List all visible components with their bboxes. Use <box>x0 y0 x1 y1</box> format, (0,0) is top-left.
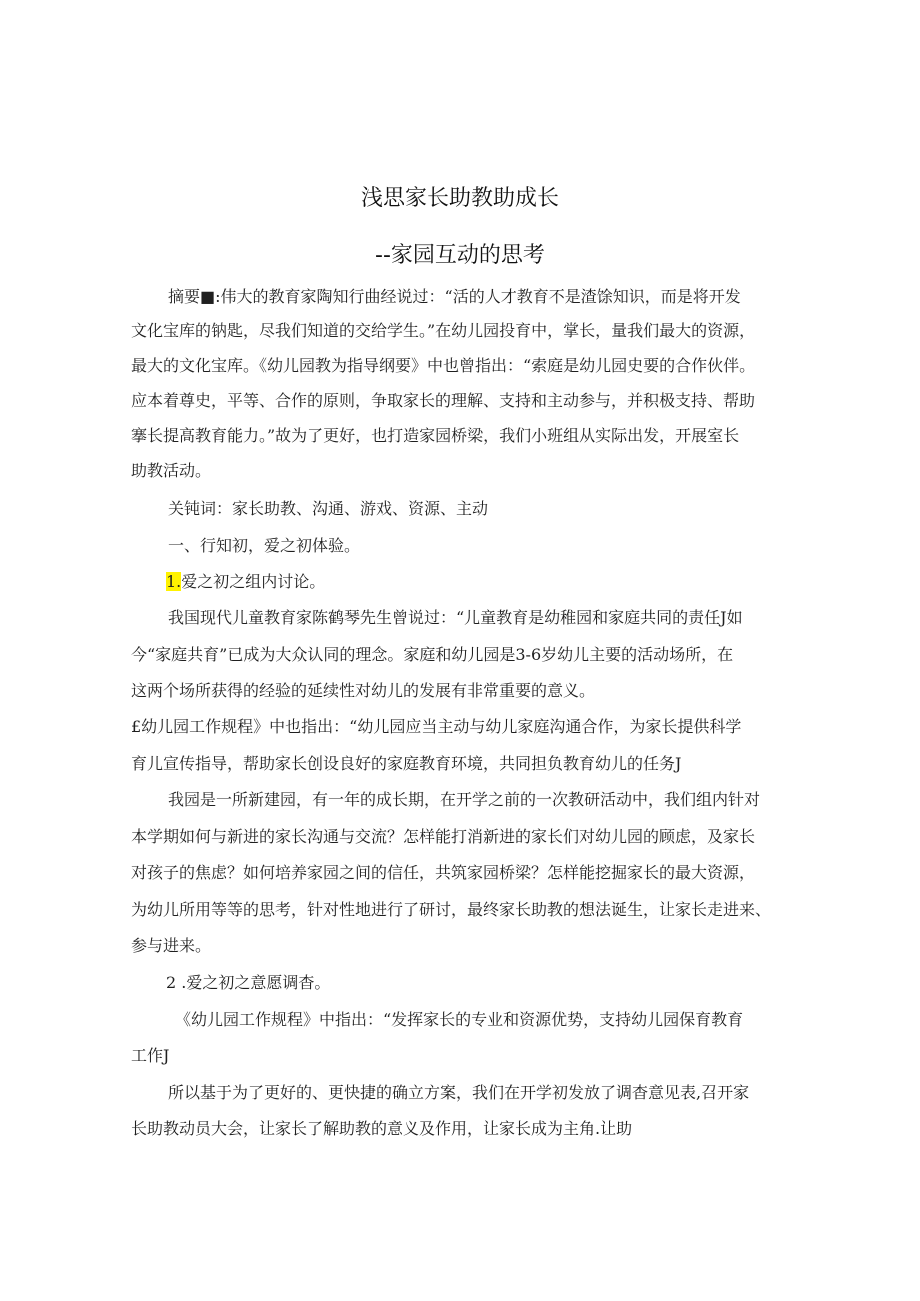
paragraph-line: 参与进来。 <box>131 936 212 955</box>
paragraph-line: 所以基于为了更好的、更快捷的确立方案，我们在开学初发放了调杳意见表,召开家 <box>168 1083 750 1102</box>
paragraph-line: £幼儿园工作规程》中也指出：“幼儿园应当主动与幼儿家庭沟通合作，为家长提供科学 <box>131 717 742 736</box>
paragraph-line: 我园是一所新建园，有一年的成长期，在开学之前的一次教研活动中，我们组内针对 <box>168 790 761 809</box>
paragraph-line: 《幼儿园工作规程》中指出：“发挥家长的专业和资源优势，支持幼儿园保育教育 <box>175 1010 744 1029</box>
document-subtitle: --家园互动的思考 <box>375 243 545 268</box>
paragraph-line: 长助教动员大会，让家长了解助教的意义及作用，让家长成为主角.让助 <box>131 1119 633 1138</box>
abstract-line-3: 最大的文化宝库。《幼儿园教为指导纲要》中也曾指出：“索庭是幼儿园史要的合作伙伴。 <box>131 356 756 375</box>
abstract-line-5: 搴长提高教育能力。”故为了更好，也打造家园桥梁，我们小班组从实际出发，开展室长 <box>131 426 740 445</box>
paragraph-line: 工作J <box>131 1046 170 1065</box>
paragraph-line: 对孩子的焦虑？如何培养家园之间的信任，共筑家园桥梁？怎样能挖掘家长的最大资源， <box>131 863 756 882</box>
abstract-line-4: 应本着尊史，平等、合作的原则，争取家长的理解、支持和主动参与，并积极支持、帮助 <box>131 391 756 410</box>
keywords-line: 关钝词：家长助教、沟通、游戏、资源、主动 <box>168 499 489 518</box>
subsection-heading-2: 2 .爱之初之意愿调杳。 <box>166 973 331 992</box>
section-heading-1: 一、行知初，爱之初体验。 <box>168 536 361 555</box>
document-title: 浅思家长助教助成长 <box>360 186 559 211</box>
abstract-line-1: 摘要■:伟大的教育家陶知行曲经说过：“活的人才教育不是渣馀知识，而是将开发 <box>168 287 741 306</box>
paragraph-line: 育儿宣传指导，帮助家长创设良好的家庭教育环境，共同担负教育幼儿的任务J <box>131 754 682 773</box>
paragraph-line: 我国现代儿童教育家陈鹤琴先生曾说过：“儿童教育是幼稚园和家庭共同的责任J如 <box>168 608 743 627</box>
paragraph-line: 今“家庭共育”已成为大众认同的理念。家庭和幼儿园是3-6岁幼儿主要的活动场所，在 <box>131 645 734 664</box>
subsection-heading-1-text: 爱之初之组内讨论。 <box>181 572 326 591</box>
paragraph-line: 这两个场所获得的经验的延续性对幼儿的发展有非常重要的意义。 <box>131 681 596 700</box>
paragraph-line: 为幼儿所用等等的思考，针对性地进行了研讨，最终家长助教的想法诞生，让家长走进来、 <box>131 900 772 919</box>
abstract-line-6: 助教活动。 <box>131 461 212 480</box>
list-marker-highlight: 1. <box>166 572 182 591</box>
abstract-line-2: 文化宝库的钠匙，尽我们知道的交给学生。”在幼儿园投育中，掌长，量我们最大的资源， <box>131 321 756 340</box>
subsection-heading-1 <box>166 570 325 594</box>
paragraph-line: 本学期如何与新进的家长沟通与交流？怎样能打消新进的家长们对幼儿园的顾虑，及家长 <box>131 827 756 846</box>
